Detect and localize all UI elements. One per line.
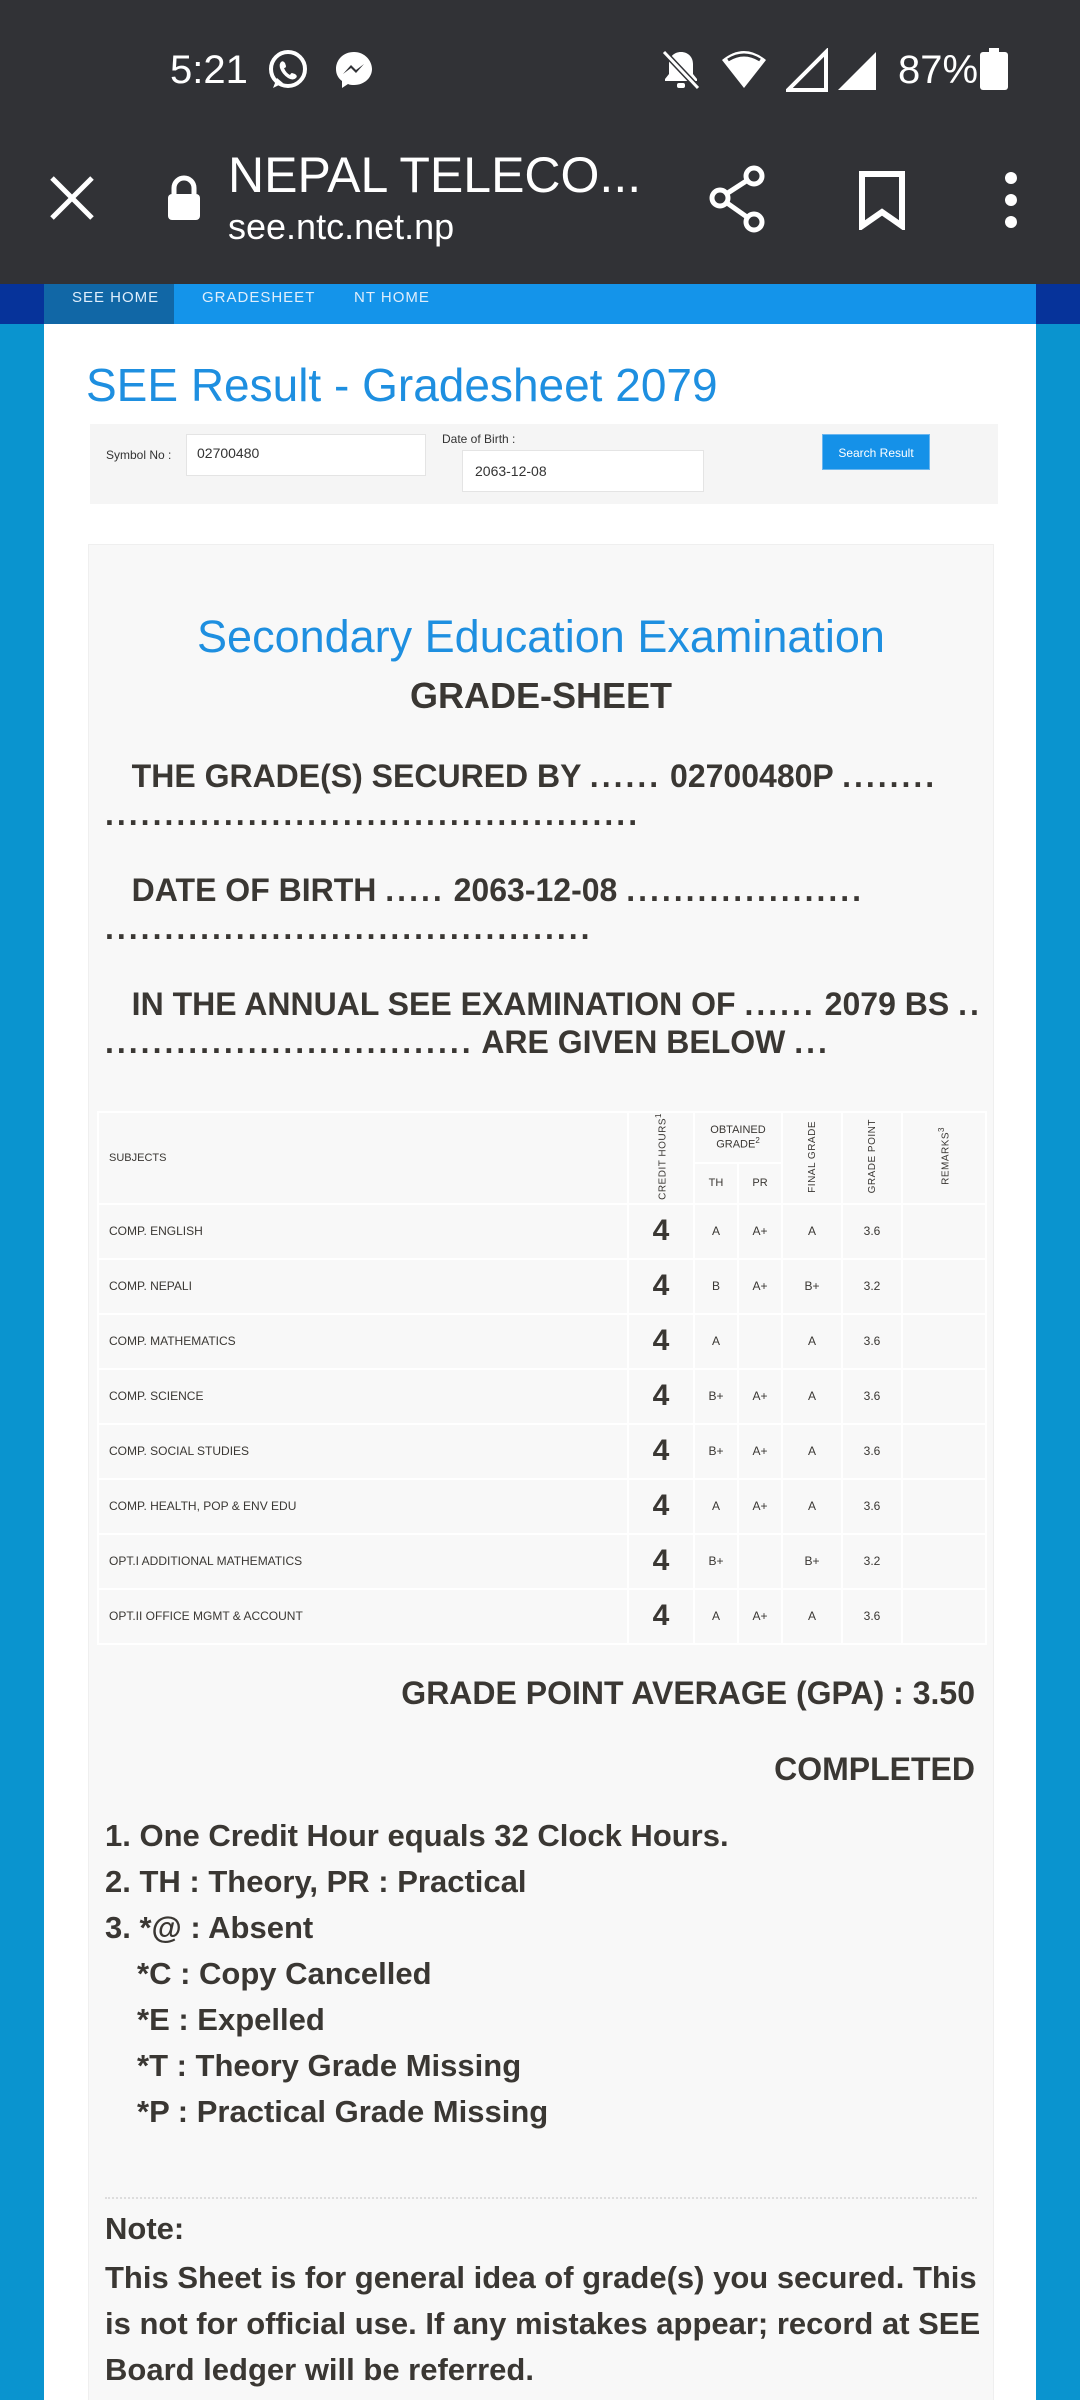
remarks-cell <box>902 1424 986 1479</box>
header-remarks: REMARKS$^3$ <box>902 1112 986 1204</box>
th-grade-cell: A <box>694 1314 738 1369</box>
exam-statement: IN THE ANNUAL SEE EXAMINATION OF ...... 2079 BS .. ............................... ARE GIVEN BELOW ... <box>105 986 982 1060</box>
header-credit-hours: CREDIT HOURS$^1$ <box>628 1112 694 1204</box>
credit-cell: 4 <box>628 1479 694 1534</box>
symbol-input[interactable]: 02700480 <box>186 434 426 476</box>
browser-toolbar <box>0 140 1080 284</box>
final-grade-cell: A <box>782 1314 842 1369</box>
credit-cell: 4 <box>628 1204 694 1259</box>
footnote: 2. TH : Theory, PR : Practical <box>105 1864 527 1899</box>
credit-cell: 4 <box>628 1589 694 1644</box>
close-icon[interactable] <box>44 170 100 226</box>
pr-grade-cell: A+ <box>738 1424 782 1479</box>
bookmark-icon[interactable] <box>858 170 906 235</box>
subject-cell: COMP. SOCIAL STUDIES <box>98 1424 628 1479</box>
grades-table <box>97 1111 987 1645</box>
footnotes <box>105 1813 729 2135</box>
subject-cell: OPT.I ADDITIONAL MATHEMATICS <box>98 1534 628 1589</box>
table-row <box>98 1369 986 1424</box>
whatsapp-icon <box>266 48 310 97</box>
battery-icon <box>980 48 1008 97</box>
grade-point-cell: 3.6 <box>842 1204 902 1259</box>
footnote: *C : Copy Cancelled <box>137 1956 432 1991</box>
grade-sheet <box>88 544 994 2400</box>
url-text[interactable]: see.ntc.net.np <box>228 206 455 247</box>
grade-point-cell: 3.2 <box>842 1534 902 1589</box>
pr-grade-cell: A+ <box>738 1479 782 1534</box>
signal-icon <box>836 48 880 97</box>
search-form <box>90 424 998 504</box>
search-result-button[interactable]: Search Result <box>822 434 930 470</box>
note-title: Note: <box>105 2211 185 2246</box>
sheet-title: GRADE-SHEET <box>409 675 673 716</box>
remarks-cell <box>902 1204 986 1259</box>
final-grade-cell: A <box>782 1589 842 1644</box>
final-grade-cell: A <box>782 1424 842 1479</box>
site-navbar <box>44 284 1036 324</box>
subject-cell: COMP. SCIENCE <box>98 1369 628 1424</box>
table-row <box>98 1259 986 1314</box>
subject-cell: COMP. NEPALI <box>98 1259 628 1314</box>
footnote: 1. One Credit Hour equals 32 Clock Hours. <box>105 1818 729 1853</box>
given-below-text: ARE GIVEN BELOW <box>481 1024 786 1060</box>
grade-point-cell: 3.6 <box>842 1479 902 1534</box>
exam-stmt-value: 2079 BS <box>824 986 950 1022</box>
final-grade-cell: B+ <box>782 1259 842 1314</box>
page-heading: SEE Result - Gradesheet 2079 <box>86 359 718 411</box>
grade-point-cell: 3.6 <box>842 1589 902 1644</box>
page-content <box>44 324 1036 2400</box>
credit-cell: 4 <box>628 1534 694 1589</box>
remarks-cell <box>902 1479 986 1534</box>
secured-by-value: 02700480P <box>670 758 834 794</box>
credit-cell: 4 <box>628 1424 694 1479</box>
mute-icon <box>660 48 702 97</box>
note-body: This Sheet is for general idea of grade(s) you secured. This is not for official use. If any mistakes appear; record at SEE Board ledger will be referred. <box>105 2260 981 2387</box>
pr-grade-cell <box>738 1534 782 1589</box>
nav-gradesheet[interactable]: GRADESHEET <box>202 289 316 306</box>
pr-grade-cell <box>738 1314 782 1369</box>
grade-point-cell: 3.6 <box>842 1369 902 1424</box>
pr-grade-cell: A+ <box>738 1369 782 1424</box>
subject-cell: OPT.II OFFICE MGMT & ACCOUNT <box>98 1589 628 1644</box>
nav-nt-home[interactable]: NT HOME <box>354 289 430 306</box>
page-background <box>0 284 44 324</box>
header-grade-point: GRADE POINT <box>842 1112 902 1204</box>
th-grade-cell: A <box>694 1204 738 1259</box>
grade-point-cell: 3.6 <box>842 1424 902 1479</box>
secured-by-statement: THE GRADE(S) SECURED BY ...... 02700480P ........ ............................................. <box>105 758 938 832</box>
remarks-cell <box>902 1534 986 1589</box>
result-status: COMPLETED <box>774 1751 975 1787</box>
wifi-icon <box>720 48 768 97</box>
final-grade-cell: A <box>782 1204 842 1259</box>
table-row <box>98 1589 986 1644</box>
footnote: *E : Expelled <box>137 2002 325 2037</box>
th-grade-cell: B+ <box>694 1369 738 1424</box>
dob-stmt-value: 2063-12-08 <box>453 872 618 908</box>
signal-icon <box>786 48 830 97</box>
page-background <box>1036 284 1080 324</box>
battery-percent: 87% <box>898 48 979 92</box>
page-title-bar: NEPAL TELECO... <box>228 147 642 203</box>
dob-statement: DATE OF BIRTH ..... 2063-12-08 .................... ......................................... <box>105 872 865 946</box>
th-grade-cell: B <box>694 1259 738 1314</box>
pr-grade-cell: A+ <box>738 1589 782 1644</box>
secured-by-label: THE GRADE(S) SECURED BY <box>131 758 581 794</box>
dob-input[interactable]: 2063-12-08 <box>462 450 704 492</box>
subject-cell: COMP. MATHEMATICS <box>98 1314 628 1369</box>
table-row <box>98 1204 986 1259</box>
share-icon[interactable] <box>708 164 768 239</box>
header-final-grade: FINAL GRADE <box>782 1112 842 1204</box>
subject-cell: COMP. HEALTH, POP & ENV EDU <box>98 1479 628 1534</box>
header-subjects: SUBJECTS <box>98 1112 628 1204</box>
table-row <box>98 1424 986 1479</box>
more-options-icon[interactable] <box>998 170 1024 235</box>
credit-cell: 4 <box>628 1259 694 1314</box>
pr-grade-cell: A+ <box>738 1259 782 1314</box>
lock-icon[interactable] <box>166 174 202 227</box>
dob-label: Date of Birth : <box>442 432 516 446</box>
nav-see-home[interactable]: SEE HOME <box>44 284 174 324</box>
header-obtained-grade: OBTAINED GRADE$^2$ <box>694 1112 782 1163</box>
subject-cell: COMP. ENGLISH <box>98 1204 628 1259</box>
credit-cell: 4 <box>628 1314 694 1369</box>
table-row <box>98 1479 986 1534</box>
gpa-text: GRADE POINT AVERAGE (GPA) : 3.50 <box>401 1675 975 1711</box>
final-grade-cell: A <box>782 1369 842 1424</box>
grade-point-cell: 3.6 <box>842 1314 902 1369</box>
status-bar <box>0 0 1080 140</box>
header-th: TH <box>694 1163 738 1204</box>
exam-title: Secondary Education Examination <box>197 611 885 662</box>
remarks-cell <box>902 1314 986 1369</box>
th-grade-cell: A <box>694 1589 738 1644</box>
dob-stmt-label: DATE OF BIRTH <box>131 872 377 908</box>
status-time: 5:21 <box>170 48 248 92</box>
exam-stmt-label: IN THE ANNUAL SEE EXAMINATION OF <box>131 986 736 1022</box>
header-pr: PR <box>738 1163 782 1204</box>
table-row <box>98 1314 986 1369</box>
remarks-cell <box>902 1369 986 1424</box>
remarks-cell <box>902 1259 986 1314</box>
footnote: *P : Practical Grade Missing <box>137 2094 549 2129</box>
th-grade-cell: B+ <box>694 1534 738 1589</box>
th-grade-cell: A <box>694 1479 738 1534</box>
grade-point-cell: 3.2 <box>842 1259 902 1314</box>
th-grade-cell: B+ <box>694 1424 738 1479</box>
table-row <box>98 1534 986 1589</box>
divider <box>105 2197 977 2199</box>
symbol-label: Symbol No : <box>106 448 172 462</box>
messenger-icon <box>332 48 376 97</box>
footnote: *T : Theory Grade Missing <box>137 2048 522 2083</box>
final-grade-cell: B+ <box>782 1534 842 1589</box>
final-grade-cell: A <box>782 1479 842 1534</box>
pr-grade-cell: A+ <box>738 1204 782 1259</box>
footnote: 3. *@ : Absent <box>105 1910 314 1945</box>
credit-cell: 4 <box>628 1369 694 1424</box>
remarks-cell <box>902 1589 986 1644</box>
